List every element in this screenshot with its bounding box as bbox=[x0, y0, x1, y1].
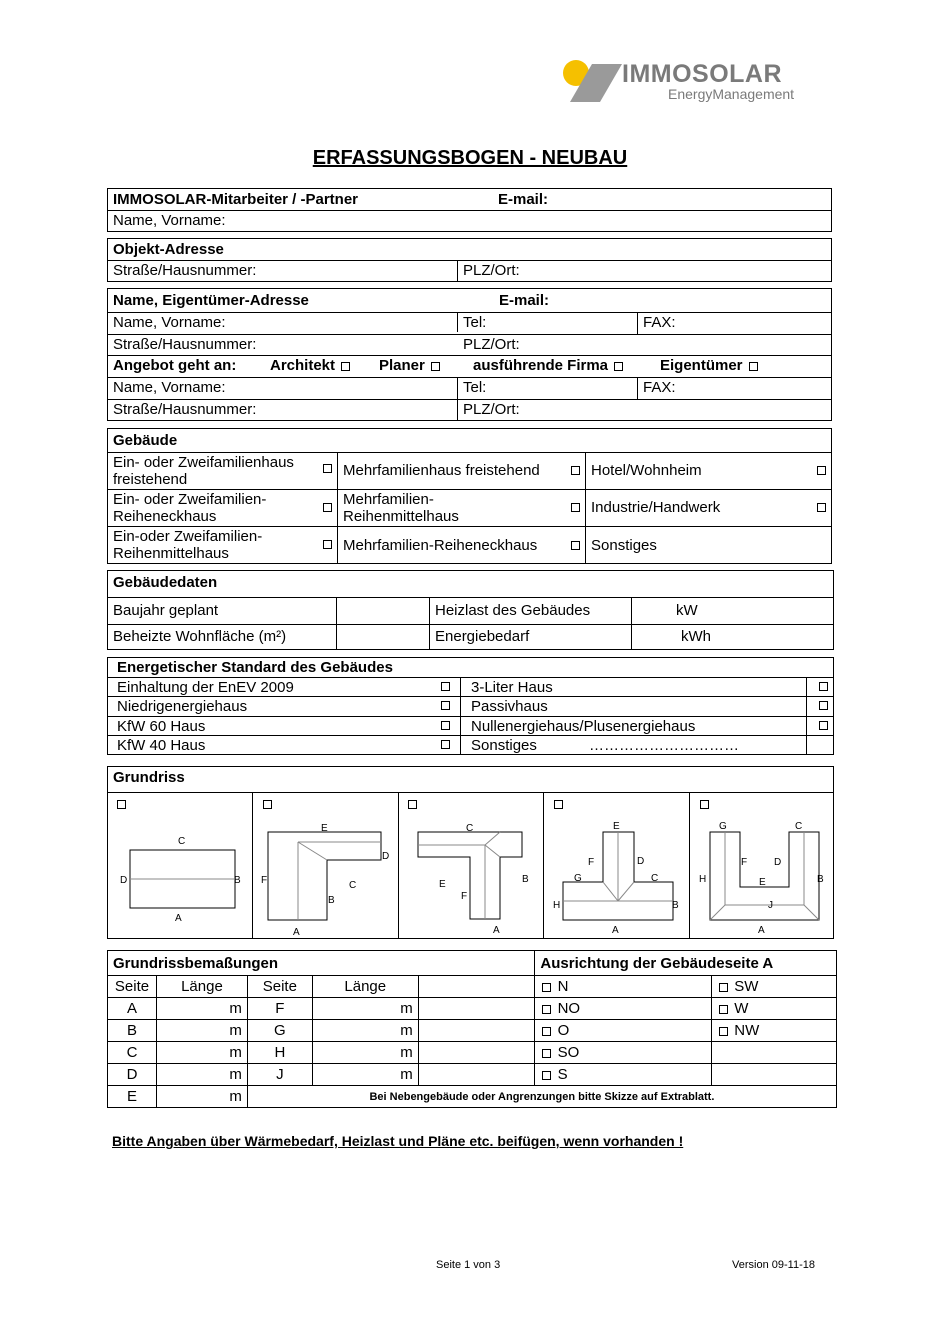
page-title: ERFASSUNGSBOGEN - NEUBAU bbox=[312, 147, 628, 169]
side-label: F bbox=[247, 998, 312, 1020]
svg-text:B: B bbox=[522, 874, 529, 885]
owner-header: Name, Eigentümer-Adresse bbox=[113, 292, 309, 309]
offer-street-field[interactable]: Straße/Hausnummer: bbox=[113, 401, 257, 418]
length-field[interactable]: m bbox=[156, 1020, 247, 1042]
staff-section bbox=[107, 188, 832, 232]
standard-option: Sonstiges bbox=[471, 737, 537, 754]
svg-text:D: D bbox=[382, 851, 390, 862]
checkbox-icon[interactable] bbox=[431, 362, 440, 371]
svg-text:C: C bbox=[178, 836, 186, 847]
building-data-header: Gebäudedaten bbox=[113, 574, 218, 591]
object-plz-field[interactable]: PLZ/Ort: bbox=[463, 262, 520, 279]
checkbox-icon[interactable] bbox=[542, 1071, 551, 1080]
svg-text:D: D bbox=[774, 857, 782, 868]
owner-section bbox=[107, 288, 832, 421]
checkbox-icon[interactable] bbox=[819, 682, 828, 691]
svg-text:C: C bbox=[466, 823, 474, 834]
checkbox-icon[interactable] bbox=[571, 503, 580, 512]
sketch-note: Bei Nebengebäude oder Angrenzungen bitte Skizze auf Extrablatt. bbox=[247, 1086, 836, 1108]
orient-header: Ausrichtung der Gebäudeseite A bbox=[535, 951, 837, 976]
object-street-field[interactable]: Straße/Hausnummer: bbox=[113, 262, 257, 279]
building-header: Gebäude bbox=[113, 432, 178, 449]
direction-option[interactable]: SW bbox=[712, 976, 837, 998]
length-field[interactable]: m bbox=[156, 1064, 247, 1086]
standard-option: KfW 60 Haus bbox=[117, 718, 206, 735]
svg-text:E: E bbox=[613, 821, 620, 832]
floorplan-sketches bbox=[108, 767, 835, 940]
length-field[interactable]: m bbox=[312, 1020, 418, 1042]
logo bbox=[560, 58, 830, 106]
svg-text:D: D bbox=[120, 875, 128, 886]
length-field[interactable]: m bbox=[312, 998, 418, 1020]
owner-tel-field[interactable]: Tel: bbox=[463, 314, 487, 331]
checkbox-icon[interactable] bbox=[441, 701, 450, 710]
offer-plz-field[interactable]: PLZ/Ort: bbox=[463, 401, 520, 418]
building-option[interactable]: Mehrfamilien-Reihenmittelhaus bbox=[343, 491, 459, 525]
standard-option: KfW 40 Haus bbox=[117, 737, 206, 754]
side-label: A bbox=[108, 998, 157, 1020]
staff-name-field[interactable]: Name, Vorname: bbox=[113, 212, 226, 229]
area-label: Beheizte Wohnfläche (m²) bbox=[113, 628, 287, 645]
owner-name-field[interactable]: Name, Vorname: bbox=[113, 314, 226, 331]
length-field[interactable]: m bbox=[156, 1042, 247, 1064]
checkbox-icon[interactable] bbox=[441, 721, 450, 730]
staff-header: IMMOSOLAR-Mitarbeiter / -Partner bbox=[113, 191, 359, 208]
checkbox-icon[interactable] bbox=[571, 541, 580, 550]
svg-text:D: D bbox=[637, 856, 645, 867]
standard-section bbox=[107, 657, 834, 755]
svg-text:G: G bbox=[574, 873, 582, 884]
length-field[interactable]: m bbox=[312, 1042, 418, 1064]
checkbox-icon[interactable] bbox=[542, 1049, 551, 1058]
building-option[interactable]: Sonstiges bbox=[591, 537, 657, 554]
checkbox-icon[interactable] bbox=[817, 503, 826, 512]
staff-email-label: E-mail: bbox=[498, 191, 549, 208]
side-label: D bbox=[108, 1064, 157, 1086]
svg-text:C: C bbox=[795, 821, 803, 832]
standard-header: Energetischer Standard des Gebäudes bbox=[117, 659, 393, 676]
dimensions-table bbox=[107, 950, 837, 1108]
other-dots[interactable]: ………………………… bbox=[589, 737, 739, 754]
checkbox-icon[interactable] bbox=[819, 701, 828, 710]
direction-option[interactable]: NW bbox=[712, 1020, 837, 1042]
svg-text:A: A bbox=[293, 927, 300, 938]
side-label: H bbox=[247, 1042, 312, 1064]
building-option[interactable]: Hotel/Wohnheim bbox=[591, 462, 702, 479]
object-section bbox=[107, 238, 832, 282]
checkbox-icon[interactable] bbox=[341, 362, 350, 371]
checkbox-icon[interactable] bbox=[542, 983, 551, 992]
svg-text:G: G bbox=[719, 821, 727, 832]
logo-brand: IMMOSOLAR bbox=[622, 60, 783, 88]
svg-text:A: A bbox=[612, 925, 619, 936]
building-option[interactable]: Ein- oder Zweifamilien-Reiheneckhaus bbox=[113, 491, 267, 525]
building-option[interactable]: Ein-oder Zweifamilien-Reihenmittelhaus bbox=[113, 528, 263, 562]
svg-text:J: J bbox=[768, 900, 773, 911]
building-data-section bbox=[107, 570, 834, 650]
svg-text:B: B bbox=[817, 874, 824, 885]
offer-option-architekt[interactable]: Architekt bbox=[265, 357, 357, 374]
version: Version 09-11-18 bbox=[732, 1259, 815, 1271]
page-number: Seite 1 von 3 bbox=[436, 1259, 501, 1271]
col-header-side: Seite bbox=[108, 976, 157, 998]
checkbox-icon[interactable] bbox=[323, 540, 332, 549]
owner-email-label: E-mail: bbox=[499, 292, 550, 309]
checkbox-icon[interactable] bbox=[719, 983, 728, 992]
checkbox-icon[interactable] bbox=[571, 466, 580, 475]
plan-header: Grundriss bbox=[113, 769, 185, 786]
svg-text:E: E bbox=[439, 879, 446, 890]
object-header: Objekt-Adresse bbox=[113, 241, 224, 258]
svg-text:A: A bbox=[493, 925, 500, 936]
direction-option[interactable]: NO bbox=[535, 998, 712, 1020]
svg-text:E: E bbox=[759, 877, 766, 888]
building-option[interactable]: Mehrfamilienhaus freistehend bbox=[343, 462, 540, 479]
logo-subtitle: EnergyManagement bbox=[668, 86, 795, 102]
length-field[interactable]: m bbox=[156, 1086, 247, 1108]
building-section bbox=[107, 428, 832, 564]
load-label: Heizlast des Gebäudes bbox=[435, 602, 591, 619]
checkbox-icon[interactable] bbox=[323, 464, 332, 473]
svg-text:E: E bbox=[321, 823, 328, 834]
building-option[interactable]: Ein- oder Zweifamilienhaus freistehend bbox=[113, 454, 294, 488]
side-label: G bbox=[247, 1020, 312, 1042]
offer-name-field[interactable]: Name, Vorname: bbox=[113, 379, 226, 396]
direction-option[interactable]: N bbox=[535, 976, 712, 998]
checkbox-icon[interactable] bbox=[719, 1005, 728, 1014]
building-option[interactable]: Industrie/Handwerk bbox=[591, 499, 721, 516]
length-field[interactable]: m bbox=[156, 998, 247, 1020]
checkbox-icon[interactable] bbox=[614, 362, 623, 371]
svg-text:A: A bbox=[758, 925, 765, 936]
checkbox-icon[interactable] bbox=[819, 721, 828, 730]
standard-option: 3-Liter Haus bbox=[471, 679, 553, 696]
checkbox-icon[interactable] bbox=[542, 1027, 551, 1036]
svg-text:B: B bbox=[234, 875, 241, 886]
kw-unit: kW bbox=[676, 602, 698, 619]
svg-text:C: C bbox=[651, 873, 659, 884]
energy-label: Energiebedarf bbox=[435, 628, 530, 645]
svg-text:F: F bbox=[588, 857, 595, 868]
kwh-unit: kWh bbox=[681, 628, 711, 645]
logo-mark-icon bbox=[560, 58, 630, 106]
svg-text:A: A bbox=[175, 913, 182, 924]
plan-section bbox=[107, 766, 834, 939]
col-header-length: Länge bbox=[312, 976, 418, 998]
checkbox-icon[interactable] bbox=[441, 740, 450, 749]
direction-option[interactable]: S bbox=[535, 1064, 712, 1086]
side-label: B bbox=[108, 1020, 157, 1042]
standard-option: Passivhaus bbox=[471, 698, 548, 715]
offer-option-planer[interactable]: Planer bbox=[374, 357, 447, 374]
checkbox-icon[interactable] bbox=[749, 362, 758, 371]
offer-tel-field[interactable]: Tel: bbox=[463, 379, 487, 396]
standard-option: Einhaltung der EnEV 2009 bbox=[117, 679, 294, 696]
offer-option-eigentuemer[interactable]: Eigentümer bbox=[655, 357, 765, 374]
side-label: C bbox=[108, 1042, 157, 1064]
standard-option: Nullenergiehaus/Plusenergiehaus bbox=[471, 718, 696, 735]
year-label: Baujahr geplant bbox=[113, 602, 219, 619]
dims-header: Grundrissbemaßungen bbox=[108, 951, 535, 976]
checkbox-icon[interactable] bbox=[719, 1027, 728, 1036]
svg-text:H: H bbox=[699, 874, 707, 885]
svg-text:F: F bbox=[461, 891, 468, 902]
svg-text:F: F bbox=[741, 857, 748, 868]
checkbox-icon[interactable] bbox=[441, 682, 450, 691]
direction-option[interactable]: O bbox=[535, 1020, 712, 1042]
building-option[interactable]: Mehrfamilien-Reiheneckhaus bbox=[343, 537, 538, 554]
direction-option[interactable]: W bbox=[712, 998, 837, 1020]
owner-plz-field[interactable]: PLZ/Ort: bbox=[463, 336, 520, 353]
attachment-note: Bitte Angaben über Wärmebedarf, Heizlast und Pläne etc. beifügen, wenn vorhanden ! bbox=[112, 1133, 684, 1149]
checkbox-icon[interactable] bbox=[542, 1005, 551, 1014]
col-header-side: Seite bbox=[247, 976, 312, 998]
svg-text:H: H bbox=[553, 900, 561, 911]
offer-option-firma[interactable]: ausführende Firma bbox=[468, 357, 630, 374]
offer-fax-field[interactable]: FAX: bbox=[643, 379, 676, 396]
standard-option: Niedrigenergiehaus bbox=[117, 698, 248, 715]
svg-text:B: B bbox=[328, 895, 335, 906]
side-label: J bbox=[247, 1064, 312, 1086]
svg-text:B: B bbox=[672, 900, 679, 911]
length-field[interactable]: m bbox=[312, 1064, 418, 1086]
owner-street-field[interactable]: Straße/Hausnummer: bbox=[113, 336, 257, 353]
direction-option[interactable]: SO bbox=[535, 1042, 712, 1064]
checkbox-icon[interactable] bbox=[817, 466, 826, 475]
col-header-length: Länge bbox=[156, 976, 247, 998]
offer-label: Angebot geht an: bbox=[113, 357, 237, 374]
svg-text:C: C bbox=[349, 880, 357, 891]
owner-fax-field[interactable]: FAX: bbox=[643, 314, 676, 331]
checkbox-icon[interactable] bbox=[323, 503, 332, 512]
side-label: E bbox=[108, 1086, 157, 1108]
svg-text:F: F bbox=[261, 875, 268, 886]
